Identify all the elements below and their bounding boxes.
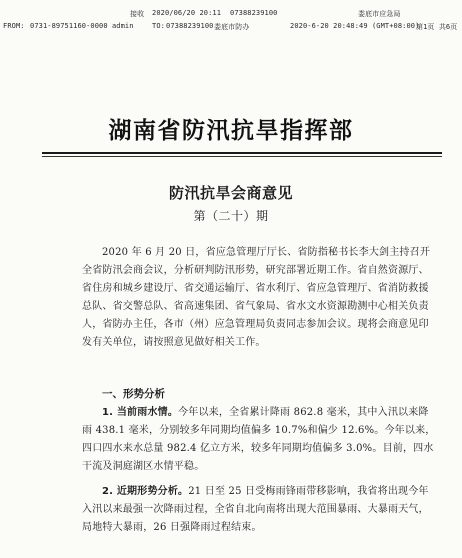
paragraph-near-term-outlook-body: 21 日至 25 日受梅雨锋雨带移影响，我省将出现今年入汛以来最强一次降雨过程，全省自北向南将出现大范围暴雨、大暴雨天气，局地特大暴雨，26 日强降雨过程结束。 — [82, 486, 429, 533]
fax-to-number: 07388239100 — [166, 22, 214, 30]
fax-received-label: 接收 — [130, 10, 145, 18]
section-heading-situation: 一、形势分析 — [102, 388, 165, 400]
fax-from-number: 0731-89751160-0000 admin — [30, 22, 134, 30]
fax-header — [0, 0, 462, 40]
paragraph-current-rainfall-body: 今年以来，全省累计降雨 862.8 毫米，其中入汛以来降雨 438.1 毫米，分别较多年同期均值偏多 10.7%和偏少 12.6%。今年以来，四口四水来水总量 982.4 亿立方米，较多年同期均值偏多 3.0%。目前，四水干流及洞庭湖区水情平稳。 — [82, 407, 436, 472]
fax-to-org: 娄底市防办 — [214, 23, 250, 31]
title-divider-thin — [42, 156, 442, 157]
fax-received-time: 2020/06/20 20:11 — [152, 9, 222, 17]
fax-to-label: TO: — [152, 22, 165, 30]
paragraph-intro: 2020 年 6 月 20 日，省应急管理厅厅长、省防指秘书长李大剑主持召开全省防汛会商会议，分析研判防汛形势，研究部署近期工作。省自然资源厅、省住房和城乡建设厅、省交通运输厅、省水利厅、省应急管理厅、省消防救援总队、省交警总队、省高速集团、省气象局、省水文水资源勘测中心相关负责人，省防办主任，各市（州）应急管理局负责同志参加会议。现将会商意见印发有关单位，请按照意见做好相关工作。 — [82, 247, 431, 348]
title-divider — [42, 152, 442, 154]
fax-received-number: 07388239100 — [230, 9, 278, 17]
fax-sent-time: 2020-6-20 20:48:49 (GMT+08:00) — [290, 22, 420, 30]
fax-page-info: 第1页 共6页 — [416, 23, 458, 31]
document-subtitle: 防汛抗旱会商意见 — [168, 184, 293, 202]
fax-received-org: 娄底市应急局 — [358, 10, 401, 18]
paragraph-current-rainfall — [82, 404, 437, 476]
page-title: 湖南省防汛抗旱指挥部 — [108, 118, 354, 144]
paragraph-near-term-outlook — [82, 483, 437, 537]
fax-from-label: FROM: — [3, 22, 25, 30]
document-issue-number: 第（二十）期 — [193, 209, 269, 223]
paragraph-current-rainfall-lead: 1. 当前雨水情。 — [102, 407, 179, 418]
paragraph-near-term-outlook-lead: 2. 近期形势分析。 — [102, 486, 189, 497]
